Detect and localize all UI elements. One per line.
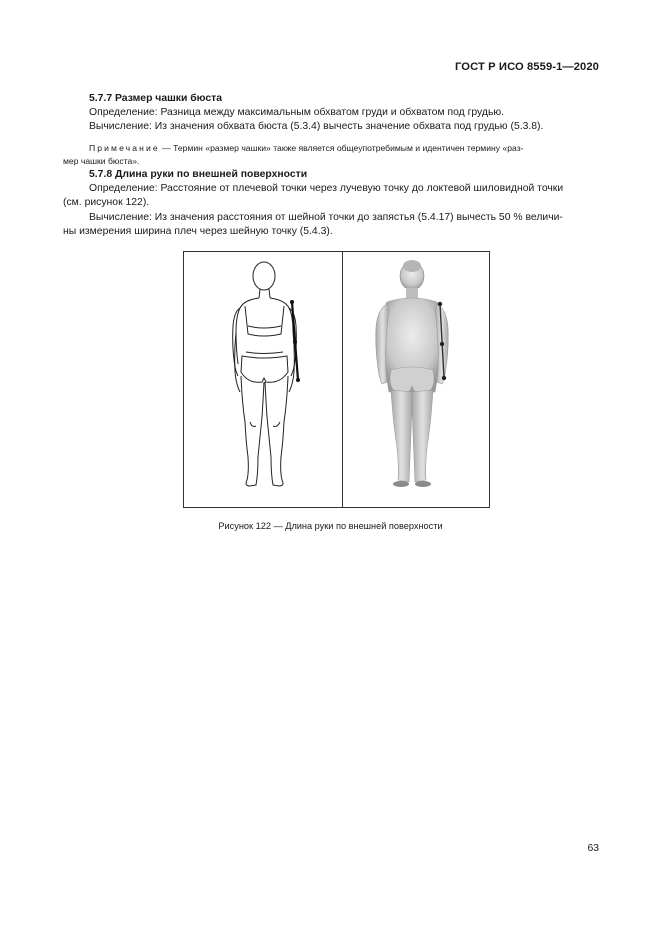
page-number: 63	[587, 843, 599, 854]
line-drawing-body-back-view	[184, 252, 342, 507]
definition-text: Определение: Разница между максимальным обхватом груди и обхватом под грудью.	[89, 107, 505, 119]
definition-text-line2: (см. рисунок 122).	[63, 197, 150, 209]
section-heading: 5.7.8 Длина руки по внешней поверхности	[89, 169, 308, 180]
definition-text-line1: Определение: Расстояние от плечевой точки через лучевую точку до локтевой шиловидной точки	[89, 183, 564, 195]
calculation-text-line1: Вычисление: Из значения расстояния от шейной точки до запястья (5.4.17) вычесть 50 % величи-	[89, 211, 563, 223]
calculation-text-line2: ны измерения ширина плеч через шейную точку (5.4.3).	[63, 225, 333, 237]
calculation-text: Вычисление: Из значения обхвата бюста (5.3.4) вычесть значение обхвата под грудью (5.3.8).	[89, 121, 544, 133]
body-scan-back-view	[343, 252, 489, 507]
figure-122	[183, 251, 490, 508]
figure-caption: Рисунок 122 — Длина руки по внешней поверхности	[218, 521, 443, 531]
document-header: ГОСТ Р ИСО 8559-1—2020	[455, 61, 599, 73]
section-5-7-8	[63, 168, 599, 239]
note	[63, 142, 599, 155]
note-label: Примечание	[89, 142, 160, 153]
note-text-line2: мер чашки бюста».	[63, 155, 140, 166]
note-text-line1: — Термин «размер чашки» также является общеупотребимым и идентичен термину «раз-	[159, 142, 524, 153]
section-heading: 5.7.7 Размер чашки бюста	[89, 93, 223, 104]
section-5-7-7	[63, 92, 599, 168]
